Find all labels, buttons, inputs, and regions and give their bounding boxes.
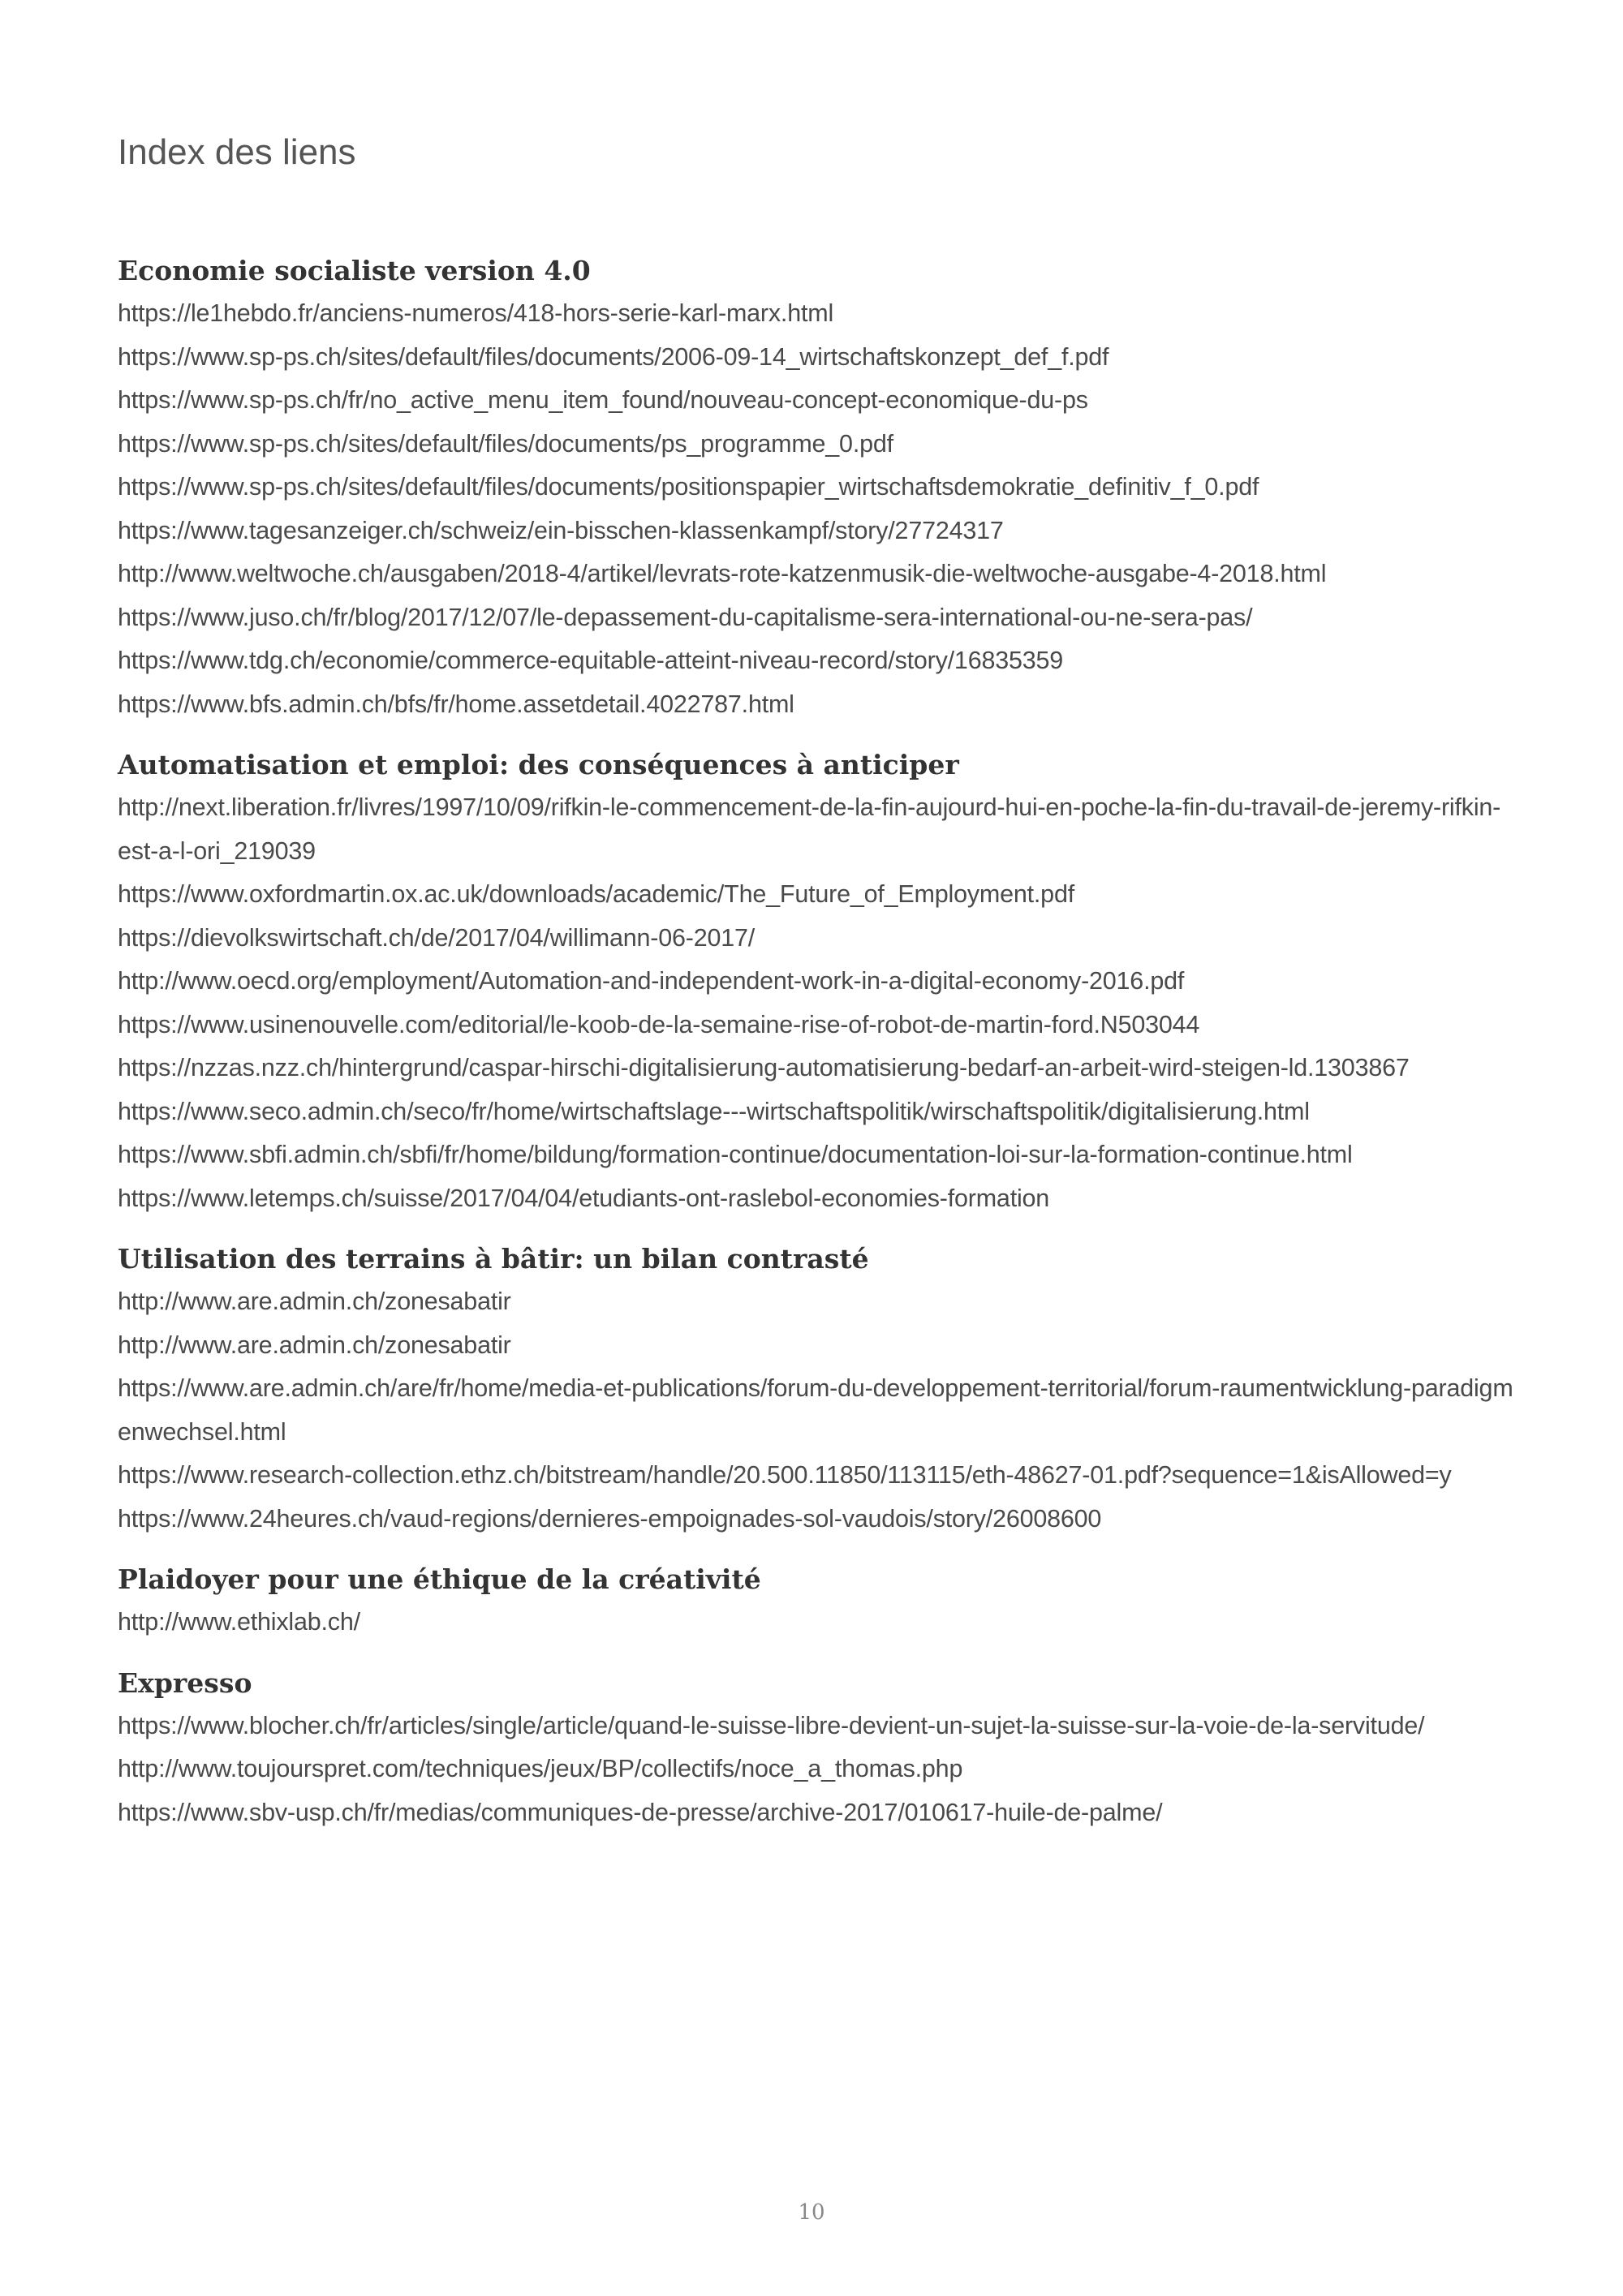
- link-list: [118, 1705, 1513, 1835]
- list-item: [118, 1133, 1513, 1177]
- link-url[interactable]: https://www.24heures.ch/vaud-regions/dernieres-empoignades-sol-vaudois/story/26008600: [118, 1504, 1102, 1533]
- list-item: [118, 1791, 1513, 1835]
- link-url[interactable]: https://www.sp-ps.ch/sites/default/files/documents/2006-09-14_wirtschaftskonzept_def_f.pdf: [118, 342, 1109, 371]
- list-item: [118, 1047, 1513, 1090]
- page-title: Index des liens: [118, 132, 356, 172]
- list-item: [118, 379, 1513, 423]
- link-url[interactable]: https://www.sbv-usp.ch/fr/medias/communiques-de-presse/archive-2017/010617-huile-de-palme/: [118, 1798, 1163, 1826]
- section-heading: Utilisation des terrains à bâtir: un bilan contrasté: [118, 1243, 869, 1275]
- section-heading: Plaidoyer pour une éthique de la créativité: [118, 1563, 761, 1595]
- link-url[interactable]: http://www.oecd.org/employment/Automation-and-independent-work-in-a-digital-economy-2016.pdf: [118, 967, 1185, 995]
- link-url[interactable]: https://www.are.admin.ch/are/fr/home/media-et-publications/forum-du-developpement-territorial/forum-raumentwicklung-paradigmenwechsel.html: [118, 1374, 1513, 1446]
- section-heading: Automatisation et emploi: des conséquences à anticiper: [118, 749, 959, 780]
- link-url[interactable]: https://www.bfs.admin.ch/bfs/fr/home.assetdetail.4022787.html: [118, 690, 794, 718]
- link-section: [118, 1559, 1513, 1645]
- list-item: [118, 639, 1513, 683]
- link-url[interactable]: https://www.tagesanzeiger.ch/schweiz/ein-bisschen-klassenkampf/story/27724317: [118, 516, 1004, 544]
- link-section: [118, 1238, 1513, 1541]
- document-page: [118, 128, 1513, 1852]
- link-url[interactable]: http://next.liberation.fr/livres/1997/10/09/rifkin-le-commencement-de-la-fin-aujourd-hui-en-poche-la-fin-du-travail-de-jeremy-rifkin-est-a-l-ori_219039: [118, 793, 1501, 865]
- section-heading: Expresso: [118, 1666, 252, 1699]
- link-url[interactable]: https://dievolkswirtschaft.ch/de/2017/04/willimann-06-2017/: [118, 923, 756, 952]
- link-section: [118, 1662, 1513, 1835]
- list-item: [118, 1705, 1513, 1748]
- list-item: [118, 1498, 1513, 1541]
- list-item: [118, 683, 1513, 727]
- list-item: [118, 423, 1513, 467]
- link-list: [118, 292, 1513, 726]
- list-item: [118, 1280, 1513, 1324]
- link-url[interactable]: http://www.are.admin.ch/zonesabatir: [118, 1288, 511, 1315]
- list-item: [118, 1748, 1513, 1791]
- list-item: [118, 917, 1513, 961]
- link-section: [118, 250, 1513, 726]
- link-url[interactable]: https://www.sp-ps.ch/fr/no_active_menu_item_found/nouveau-concept-economique-du-ps: [118, 386, 1088, 414]
- link-url[interactable]: http://www.are.admin.ch/zonesabatir: [118, 1331, 511, 1359]
- link-url[interactable]: https://www.seco.admin.ch/seco/fr/home/wirtschaftslage---wirtschaftspolitik/wirschaftspolitik/digitalisierung.html: [118, 1097, 1310, 1125]
- link-url[interactable]: https://www.research-collection.ethz.ch/bitstream/handle/20.500.11850/113115/eth-48627-01.pdf?sequence=1&isAllowed=y: [118, 1461, 1452, 1489]
- page-number: 10: [798, 2200, 825, 2225]
- link-index: [118, 250, 1513, 1834]
- link-url[interactable]: https://www.juso.ch/fr/blog/2017/12/07/le-depassement-du-capitalisme-sera-international-ou-ne-sera-pas/: [118, 603, 1253, 631]
- list-item: [118, 1454, 1513, 1498]
- list-item: [118, 596, 1513, 640]
- list-item: [118, 1177, 1513, 1221]
- link-url[interactable]: http://www.ethixlab.ch/: [118, 1608, 360, 1636]
- link-url[interactable]: https://le1hebdo.fr/anciens-numeros/418-hors-serie-karl-marx.html: [118, 299, 834, 327]
- section-heading: Economie socialiste version 4.0: [118, 255, 591, 286]
- link-url[interactable]: https://www.letemps.ch/suisse/2017/04/04/etudiants-ont-raslebol-economies-formation: [118, 1184, 1050, 1212]
- link-list: [118, 1601, 1513, 1645]
- link-url[interactable]: https://nzzas.nzz.ch/hintergrund/caspar-hirschi-digitalisierung-automatisierung-bedarf-an-arbeit-wird-steigen-ld.1303867: [118, 1054, 1410, 1081]
- link-url[interactable]: https://www.sbfi.admin.ch/sbfi/fr/home/bildung/formation-continue/documentation-loi-sur-la-formation-continue.html: [118, 1141, 1353, 1168]
- link-url[interactable]: https://www.tdg.ch/economie/commerce-equitable-atteint-niveau-record/story/16835359: [118, 647, 1064, 674]
- link-url[interactable]: http://www.toujourspret.com/techniques/jeux/BP/collectifs/noce_a_thomas.php: [118, 1755, 963, 1782]
- list-item: [118, 786, 1513, 873]
- link-section: [118, 744, 1513, 1220]
- list-item: [118, 510, 1513, 553]
- list-item: [118, 1601, 1513, 1645]
- link-url[interactable]: https://www.blocher.ch/fr/articles/single/article/quand-le-suisse-libre-devient-un-sujet-la-suisse-sur-la-voie-de-la-servitude/: [118, 1711, 1425, 1739]
- link-list: [118, 1280, 1513, 1541]
- link-url[interactable]: https://www.sp-ps.ch/sites/default/files/documents/positionspapier_wirtschaftsdemokratie_definitiv_f_0.pdf: [118, 473, 1259, 501]
- list-item: [118, 553, 1513, 596]
- list-item: [118, 1367, 1513, 1454]
- list-item: [118, 1090, 1513, 1134]
- list-item: [118, 1324, 1513, 1368]
- list-item: [118, 292, 1513, 336]
- list-item: [118, 336, 1513, 380]
- link-list: [118, 786, 1513, 1220]
- link-url[interactable]: http://www.weltwoche.ch/ausgaben/2018-4/artikel/levrats-rote-katzenmusik-die-weltwoche-ausgabe-4-2018.html: [118, 560, 1327, 587]
- link-url[interactable]: https://www.oxfordmartin.ox.ac.uk/downloads/academic/The_Future_of_Employment.pdf: [118, 880, 1074, 908]
- link-url[interactable]: https://www.usinenouvelle.com/editorial/le-koob-de-la-semaine-rise-of-robot-de-martin-ford.N503044: [118, 1010, 1200, 1038]
- list-item: [118, 960, 1513, 1004]
- list-item: [118, 466, 1513, 510]
- list-item: [118, 1004, 1513, 1047]
- list-item: [118, 873, 1513, 917]
- link-url[interactable]: https://www.sp-ps.ch/sites/default/files/documents/ps_programme_0.pdf: [118, 429, 893, 458]
